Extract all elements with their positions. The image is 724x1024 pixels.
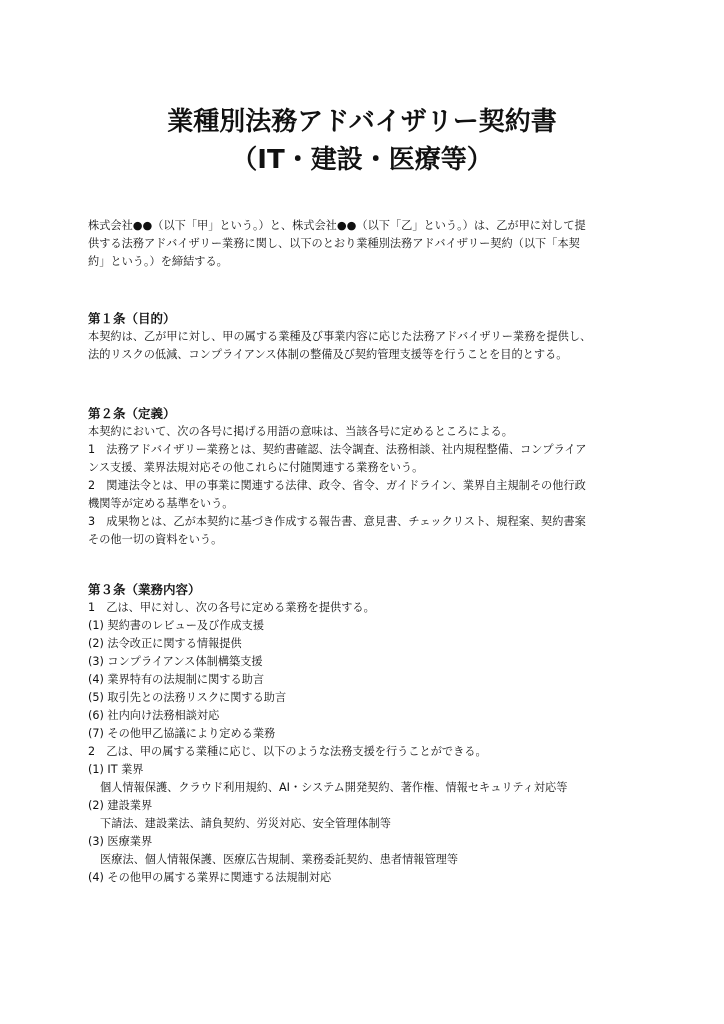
article-2-line: 1 法務アドバイザリー業務とは、契約書確認、法令調査、法務相談、社内規程整備、コンプライア (88, 443, 587, 456)
article-1 (88, 310, 648, 364)
article-2-line: 本契約において、次の各号に掲げる用語の意味は、当該各号に定めるところによる。 (88, 425, 513, 438)
article-3-line: 2 乙は、甲の属する業種に応じ、以下のような法務支援を行うことができる。 (88, 745, 487, 758)
preamble-line: 供する法務アドバイザリー業務に関し、以下のとおり業種別法務アドバイザリー契約（以下「本契 (88, 237, 580, 250)
article-3-industry: (1) IT 業界 (88, 763, 144, 776)
article-3-industry-detail: 個人情報保護、クラウド利用規約、AI・システム開発契約、著作権、情報セキュリティ対応等 (100, 781, 568, 794)
article-1-line: 法的リスクの低減、コンプライアンス体制の整備及び契約管理支援等を行うことを目的とする。 (88, 348, 568, 361)
article-3-item: (4) 業界特有の法規制に関する助言 (88, 673, 265, 686)
article-2-line: 3 成果物とは、乙が本契約に基づき作成する報告書、意見書、チェックリスト、規程案、契約書案 (88, 515, 586, 528)
preamble-line: 株式会社●●（以下「甲」という。）と、株式会社●●（以下「乙」という。）は、乙が甲に対して提 (88, 219, 586, 232)
article-3-industry-detail: 下請法、建設業法、請負契約、労災対応、安全管理体制等 (100, 817, 391, 830)
article-3-item: (2) 法令改正に関する情報提供 (88, 637, 242, 650)
article-1-line: 本契約は、乙が甲に対し、甲の属する業種及び事業内容に応じた法務アドバイザリー業務を提供し、 (88, 330, 592, 343)
article-3-item: (5) 取引先との法務リスクに関する助言 (88, 691, 287, 704)
document-title-line2: （IT・建設・医療等） (231, 145, 493, 175)
article-2-heading: 第２条（定義） (88, 406, 176, 421)
article-3-industry: (3) 医療業界 (88, 835, 153, 848)
preamble (88, 217, 648, 271)
article-3-industry: (4) その他甲の属する業界に関連する法規制対応 (88, 871, 332, 884)
article-3-industry-detail: 医療法、個人情報保護、医療広告規制、業務委託契約、患者情報管理等 (100, 853, 459, 866)
article-3-line: 1 乙は、甲に対し、次の各号に定める業務を提供する。 (88, 601, 375, 614)
article-3-item: (7) その他甲乙協議により定める業務 (88, 727, 276, 740)
article-2 (88, 405, 648, 549)
document-title-line1: 業種別法務アドバイザリー契約書 (167, 107, 557, 137)
preamble-line: 約」という。）を締結する。 (88, 255, 228, 268)
article-2-line: 機関等が定める基準をいう。 (88, 497, 234, 510)
article-3-heading: 第３条（業務内容） (88, 582, 201, 597)
article-2-line: 2 関連法令とは、甲の事業に関連する法律、政令、省令、ガイドライン、業界自主規制その他行政 (88, 479, 586, 492)
article-3-item: (1) 契約書のレビュー及び作成支援 (88, 619, 265, 632)
article-2-line: ンス支援、業界法規対応その他これらに付随関連する業務をいう。 (88, 461, 424, 474)
article-2-line: その他一切の資料をいう。 (88, 533, 223, 546)
article-3-item: (6) 社内向け法務相談対応 (88, 709, 220, 722)
article-1-heading: 第１条（目的） (88, 311, 176, 326)
article-3 (88, 581, 648, 887)
article-3-industry: (2) 建設業界 (88, 799, 153, 812)
article-3-item: (3) コンプライアンス体制構築支援 (88, 655, 263, 668)
